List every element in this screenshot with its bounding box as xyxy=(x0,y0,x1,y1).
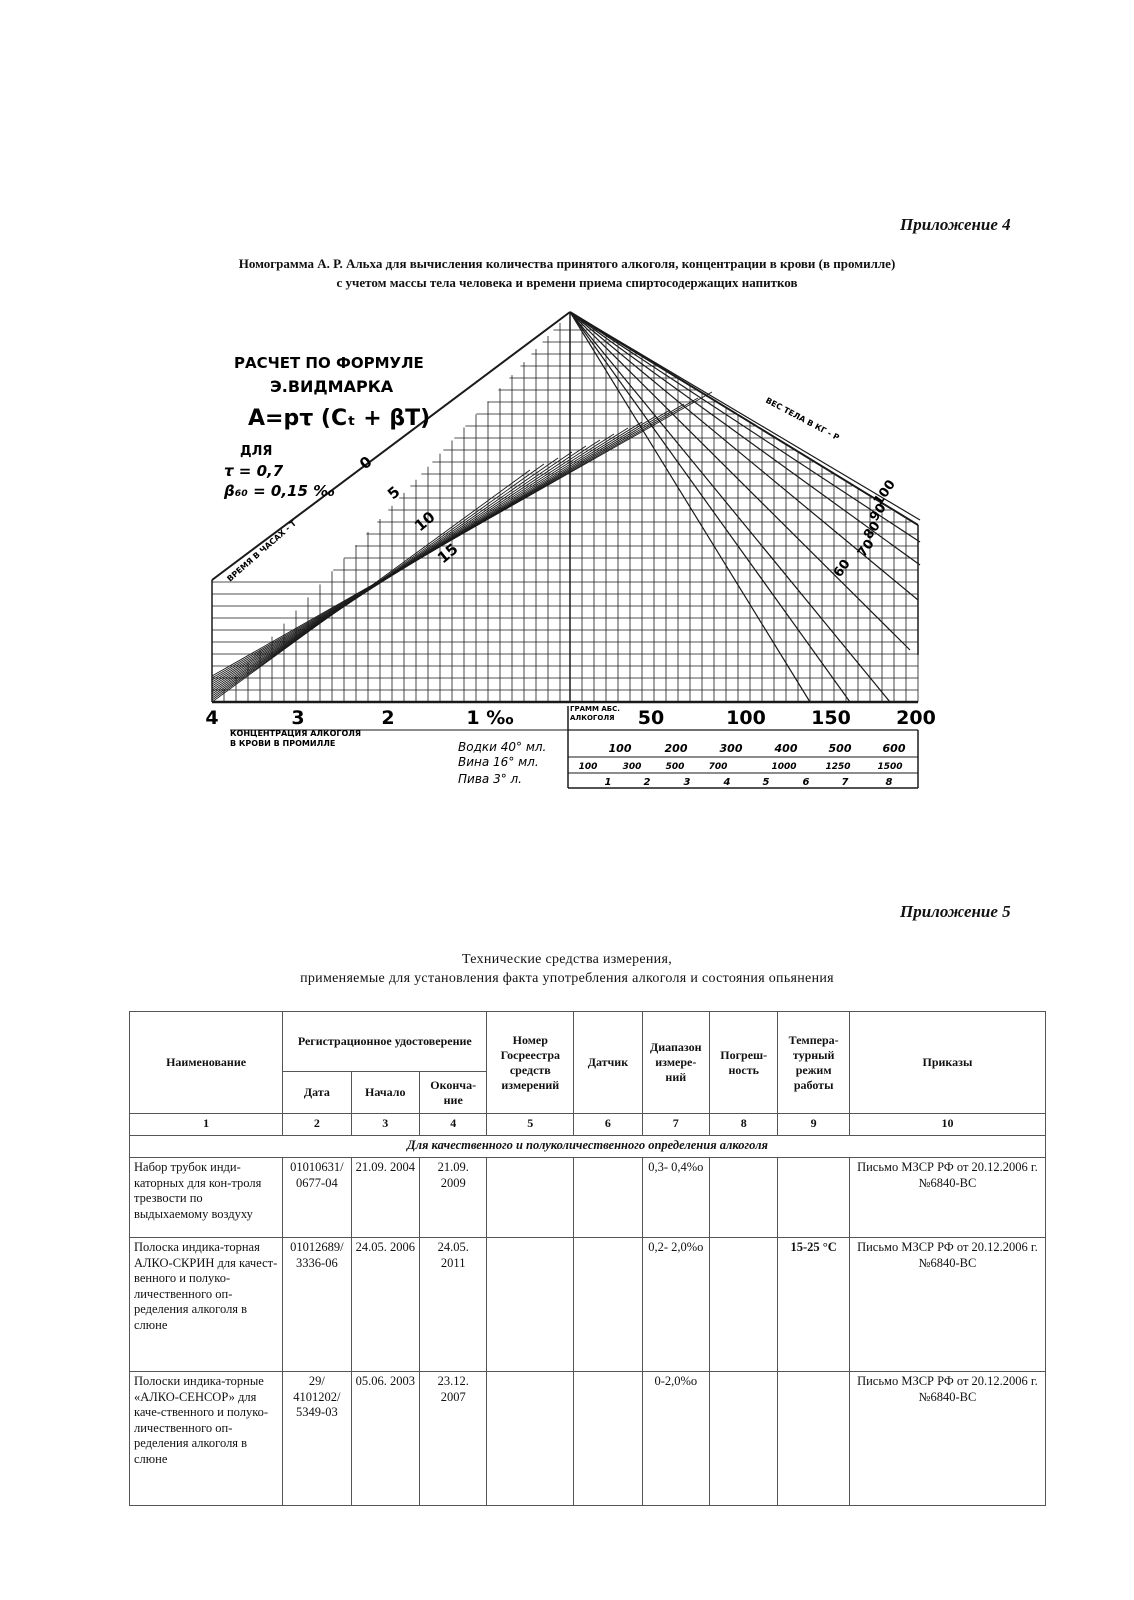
beta-value: β₆₀ = 0,15 ‰ xyxy=(224,482,335,500)
gosreestr-number xyxy=(487,1238,574,1372)
header-range: Диапазон измере-ний xyxy=(642,1012,709,1114)
temperature xyxy=(778,1372,849,1506)
beer-label: Пива 3° л. xyxy=(458,772,522,786)
vodka-tick-label: 300 xyxy=(719,742,743,755)
wine-tick-label: 1500 xyxy=(877,762,903,772)
grams-label-1: ГРАММ АБС. xyxy=(570,705,620,713)
wine-tick-label: 700 xyxy=(708,762,728,772)
grams-tick-label: 50 xyxy=(637,707,665,729)
measurement-range: 0,3- 0,4%о xyxy=(642,1158,709,1238)
weight-value-label: 90 xyxy=(866,500,890,525)
wine-tick-label: 1250 xyxy=(825,762,851,772)
column-number: 6 xyxy=(574,1114,642,1136)
table-title-line-1: Технические средства измерения, xyxy=(461,952,673,967)
column-number: 9 xyxy=(778,1114,849,1136)
grams-tick-label: 150 xyxy=(811,707,851,729)
sensor xyxy=(574,1238,642,1372)
vodka-tick-label: 500 xyxy=(828,742,852,755)
formula: A=pτ (Cₜ + βT) xyxy=(248,406,431,431)
orders: Письмо МЗСР РФ от 20.12.2006 г. №6840-ВС xyxy=(849,1158,1045,1238)
table-row xyxy=(130,1372,1046,1506)
column-number: 3 xyxy=(351,1114,419,1136)
registration-end: 24.05. 2011 xyxy=(419,1238,486,1372)
tau-value: τ = 0,7 xyxy=(224,462,284,480)
for-label: ДЛЯ xyxy=(240,444,273,459)
concentration-label-2: В КРОВИ В ПРОМИЛЛЕ xyxy=(230,739,336,748)
gosreestr-number xyxy=(487,1372,574,1506)
grams-label-2: АЛКОГОЛЯ xyxy=(570,714,615,722)
wine-label: Вина 16° мл. xyxy=(458,755,539,769)
time-axis-label: ВРЕМЯ В ЧАСАХ - T xyxy=(225,518,299,584)
time-value-label: 5 xyxy=(384,482,404,504)
sensor xyxy=(574,1372,642,1506)
weight-value-label: 80 xyxy=(860,518,884,543)
error xyxy=(710,1372,778,1506)
header-registration: Регистрационное удостоверение xyxy=(283,1012,487,1072)
beer-tick-label: 3 xyxy=(683,777,691,788)
column-number: 1 xyxy=(130,1114,283,1136)
formula-heading-2: Э.ВИДМАРКА xyxy=(270,377,394,396)
beer-tick-label: 5 xyxy=(762,777,770,788)
concentration-tick-label: 2 xyxy=(381,707,395,729)
header-error: Погреш-ность xyxy=(710,1012,778,1114)
concentration-tick-label: 4 xyxy=(205,707,219,729)
measurement-range: 0,2- 2,0%о xyxy=(642,1238,709,1372)
grams-tick-label: 200 xyxy=(896,707,936,729)
weight-axis-label: ВЕС ТЕЛА В КГ - P xyxy=(764,395,841,443)
gosreestr-number xyxy=(487,1158,574,1238)
table-row xyxy=(130,1158,1046,1238)
header-date: Дата xyxy=(283,1072,351,1114)
appendix-5-label: Приложение 5 xyxy=(900,902,1011,921)
column-number: 2 xyxy=(283,1114,351,1136)
measurement-range: 0-2,0%о xyxy=(642,1372,709,1506)
beer-tick-label: 6 xyxy=(802,777,810,788)
temperature: 15-25 °С xyxy=(778,1238,849,1372)
table-row xyxy=(130,1238,1046,1372)
vodka-tick-label: 100 xyxy=(608,742,632,755)
temperature xyxy=(778,1158,849,1238)
concentration-tick-label: 3 xyxy=(291,707,305,729)
nomogram-title-line-1: Номограмма А. Р. Альха для вычисления количества принятого алкоголя, концентрации в крови (в промилле) xyxy=(238,256,896,271)
time-value-label: 10 xyxy=(411,507,439,536)
wine-tick-label: 300 xyxy=(622,762,642,772)
header-start: Начало xyxy=(351,1072,419,1114)
registration-date: 29/ 4101202/ 5349-03 xyxy=(283,1372,351,1506)
wine-tick-label: 1000 xyxy=(771,762,797,772)
header-end: Оконча-ние xyxy=(419,1072,486,1114)
column-number: 8 xyxy=(710,1114,778,1136)
device-name: Полоски индика-торные «АЛКО-СЕНСОР» для каче-ственного и полуко-личественного оп-ределения алкоголя в слюне xyxy=(130,1372,283,1506)
fan-line xyxy=(570,312,920,542)
orders: Письмо МЗСР РФ от 20.12.2006 г. №6840-ВС xyxy=(849,1238,1045,1372)
vodka-tick-label: 400 xyxy=(774,742,798,755)
registration-date: 01012689/ 3336-06 xyxy=(283,1238,351,1372)
orders: Письмо МЗСР РФ от 20.12.2006 г. №6840-ВС xyxy=(849,1372,1045,1506)
section-title: Для качественного и полуколичественного определения алкоголя xyxy=(130,1136,1046,1158)
registration-date: 01010631/ 0677-04 xyxy=(283,1158,351,1238)
registration-end: 23.12. 2007 xyxy=(419,1372,486,1506)
header-gosreestr: Номер Госреестра средств измерений xyxy=(487,1012,574,1114)
device-name: Полоска индика-торная АЛКО-СКРИН для качест-венного и полуко-личественного оп-ределения алкоголя в слюне xyxy=(130,1238,283,1372)
header-temperature: Темпера-турный режим работы xyxy=(778,1012,849,1114)
grams-tick-label: 100 xyxy=(726,707,766,729)
measurement-devices-table xyxy=(129,1011,1046,1506)
beer-tick-label: 2 xyxy=(643,777,651,788)
concentration-tick-label: 1 ‰ xyxy=(466,707,514,729)
header-name: Наименование xyxy=(130,1012,283,1114)
fan-line xyxy=(570,312,850,702)
column-number: 7 xyxy=(642,1114,709,1136)
outline-line xyxy=(570,312,918,525)
beer-tick-label: 8 xyxy=(885,777,893,788)
registration-end: 21.09. 2009 xyxy=(419,1158,486,1238)
sensor xyxy=(574,1158,642,1238)
wine-tick-label: 100 xyxy=(578,762,598,772)
appendix-4-label: Приложение 4 xyxy=(900,215,1011,234)
time-value-label: 15 xyxy=(434,539,462,568)
nomogram-title-line-2: с учетом массы тела человека и времени приема спиртосодержащих напитков xyxy=(336,275,798,290)
registration-start: 24.05. 2006 xyxy=(351,1238,419,1372)
vodka-label: Водки 40° мл. xyxy=(458,740,547,754)
table-title-line-2: применяемые для установления факта употребления алкоголя и состояния опьянения xyxy=(300,971,834,986)
beer-tick-label: 7 xyxy=(841,777,849,788)
column-number: 5 xyxy=(487,1114,574,1136)
vodka-tick-label: 600 xyxy=(882,742,906,755)
header-sensor: Датчик xyxy=(574,1012,642,1114)
time-value-label: 0 xyxy=(356,452,376,474)
nomogram-figure xyxy=(200,310,940,800)
error xyxy=(710,1158,778,1238)
concentration-label-1: КОНЦЕНТРАЦИЯ АЛКОГОЛЯ xyxy=(230,729,362,738)
weight-value-label: 70 xyxy=(854,536,878,561)
beer-tick-label: 4 xyxy=(723,777,731,788)
vodka-tick-label: 200 xyxy=(664,742,688,755)
wine-tick-label: 500 xyxy=(665,762,685,772)
device-name: Набор трубок инди-каторных для кон-троля трезвости по выдыхаемому воздуху xyxy=(130,1158,283,1238)
formula-heading-1: РАСЧЕТ ПО ФОРМУЛЕ xyxy=(234,354,424,372)
weight-value-label: 100 xyxy=(870,477,899,509)
weight-value-label: 60 xyxy=(830,556,854,581)
beer-tick-label: 1 xyxy=(604,777,612,788)
column-number: 10 xyxy=(849,1114,1045,1136)
header-orders: Приказы xyxy=(849,1012,1045,1114)
fan-line xyxy=(570,312,910,650)
registration-start: 21.09. 2004 xyxy=(351,1158,419,1238)
registration-start: 05.06. 2003 xyxy=(351,1372,419,1506)
column-number: 4 xyxy=(419,1114,486,1136)
error xyxy=(710,1238,778,1372)
